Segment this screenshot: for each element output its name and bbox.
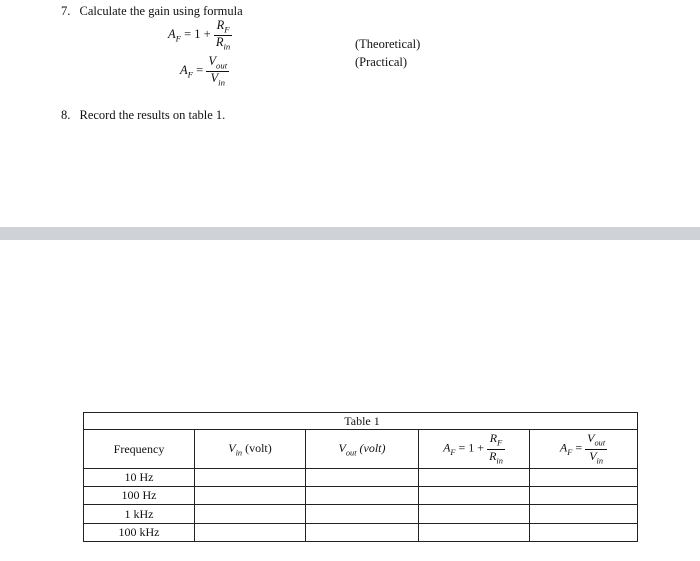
header-frequency: Frequency [84, 430, 195, 469]
cell-af-theoretical[interactable] [419, 487, 530, 505]
header-af-theoretical [419, 430, 530, 469]
cell-af-theoretical[interactable] [419, 468, 530, 486]
cell-vin[interactable] [195, 523, 306, 541]
formula-practical [180, 55, 229, 87]
header-vin [195, 430, 306, 469]
header-af1-lhs-sub: F [450, 448, 456, 458]
table-caption: Table 1 [306, 413, 419, 430]
cell-af-theoretical[interactable] [419, 523, 530, 541]
header-af1-lhs: A [443, 440, 451, 455]
table-row [84, 487, 638, 505]
header-vout-sym: V [338, 440, 346, 455]
caption-spacer-left [84, 413, 195, 430]
cell-vin[interactable] [195, 487, 306, 505]
header-af2-fraction [585, 432, 607, 465]
step8-text: Record the results on table 1. [79, 108, 226, 122]
header-vout-unit: (volt) [359, 440, 386, 455]
note-theoretical: (Theoretical) [355, 37, 421, 51]
row-frequency: 100 Hz [84, 487, 195, 505]
cell-vout[interactable] [306, 523, 419, 541]
header-af1-eq: = 1 + [458, 440, 485, 455]
row-frequency: 1 kHz [84, 505, 195, 523]
formula2-den: V [210, 70, 219, 85]
formula2-num: V [208, 54, 216, 68]
cell-af-practical[interactable] [530, 468, 638, 486]
cell-af-practical[interactable] [530, 487, 638, 505]
header-af1-num: R [489, 431, 498, 446]
header-af1-fraction [487, 432, 505, 465]
header-vout-sub: out [345, 448, 357, 458]
cell-af-practical[interactable] [530, 505, 638, 523]
header-af1-den: R [489, 448, 497, 463]
formula2-lhs: A [180, 63, 188, 78]
header-af2-den: V [589, 448, 597, 463]
step7-number: 7. [61, 4, 71, 18]
results-table [83, 412, 638, 542]
formula1-num: R [216, 18, 225, 32]
formula-theoretical [168, 19, 232, 51]
header-vin-sym: V [228, 440, 236, 455]
formula2-lhs-sub: F [187, 69, 193, 80]
step8-number: 8. [61, 108, 71, 122]
caption-spacer-mid [195, 413, 306, 430]
formula2-fraction [206, 55, 229, 87]
header-af2-num-sub: out [594, 438, 606, 448]
header-af2-num: V [587, 431, 595, 446]
step7-text: Calculate the gain using formula [79, 4, 243, 18]
formula1-eq: = 1 + [184, 27, 211, 42]
table-row [84, 468, 638, 486]
header-af1-num-sub: F [497, 438, 503, 448]
cell-af-theoretical[interactable] [419, 505, 530, 523]
cell-vout[interactable] [306, 487, 419, 505]
cell-vout[interactable] [306, 468, 419, 486]
formula1-den-sub: in [223, 41, 231, 52]
header-af2-den-sub: in [596, 455, 604, 465]
header-af1-den-sub: in [496, 455, 503, 465]
header-vin-unit: (volt) [245, 440, 272, 455]
caption-spacer-mid2 [419, 413, 530, 430]
formula1-fraction [214, 19, 232, 51]
page-separator [0, 227, 700, 240]
header-af2-lhs-sub: F [567, 448, 573, 458]
note-practical: (Practical) [355, 55, 408, 69]
formula1-lhs-sub: F [175, 33, 181, 44]
step7-heading [61, 4, 243, 19]
caption-spacer-right [530, 413, 638, 430]
header-vin-sub: in [235, 448, 243, 458]
header-af-practical [530, 430, 638, 469]
row-frequency: 100 kHz [84, 523, 195, 541]
table-row [84, 505, 638, 523]
formula2-eq: = [196, 63, 204, 78]
cell-vin[interactable] [195, 468, 306, 486]
row-frequency: 10 Hz [84, 468, 195, 486]
header-vout [306, 430, 419, 469]
header-af2-lhs: A [559, 440, 568, 455]
header-af2-eq: = [575, 440, 583, 455]
table-row [84, 523, 638, 541]
step8-heading [61, 108, 225, 123]
cell-vout[interactable] [306, 505, 419, 523]
cell-vin[interactable] [195, 505, 306, 523]
formula2-num-sub: out [215, 60, 228, 71]
cell-af-practical[interactable] [530, 523, 638, 541]
formula1-num-sub: F [224, 24, 230, 35]
formula1-lhs: A [168, 27, 176, 42]
formula2-den-sub: in [218, 77, 225, 88]
formula1-den: R [215, 34, 224, 49]
